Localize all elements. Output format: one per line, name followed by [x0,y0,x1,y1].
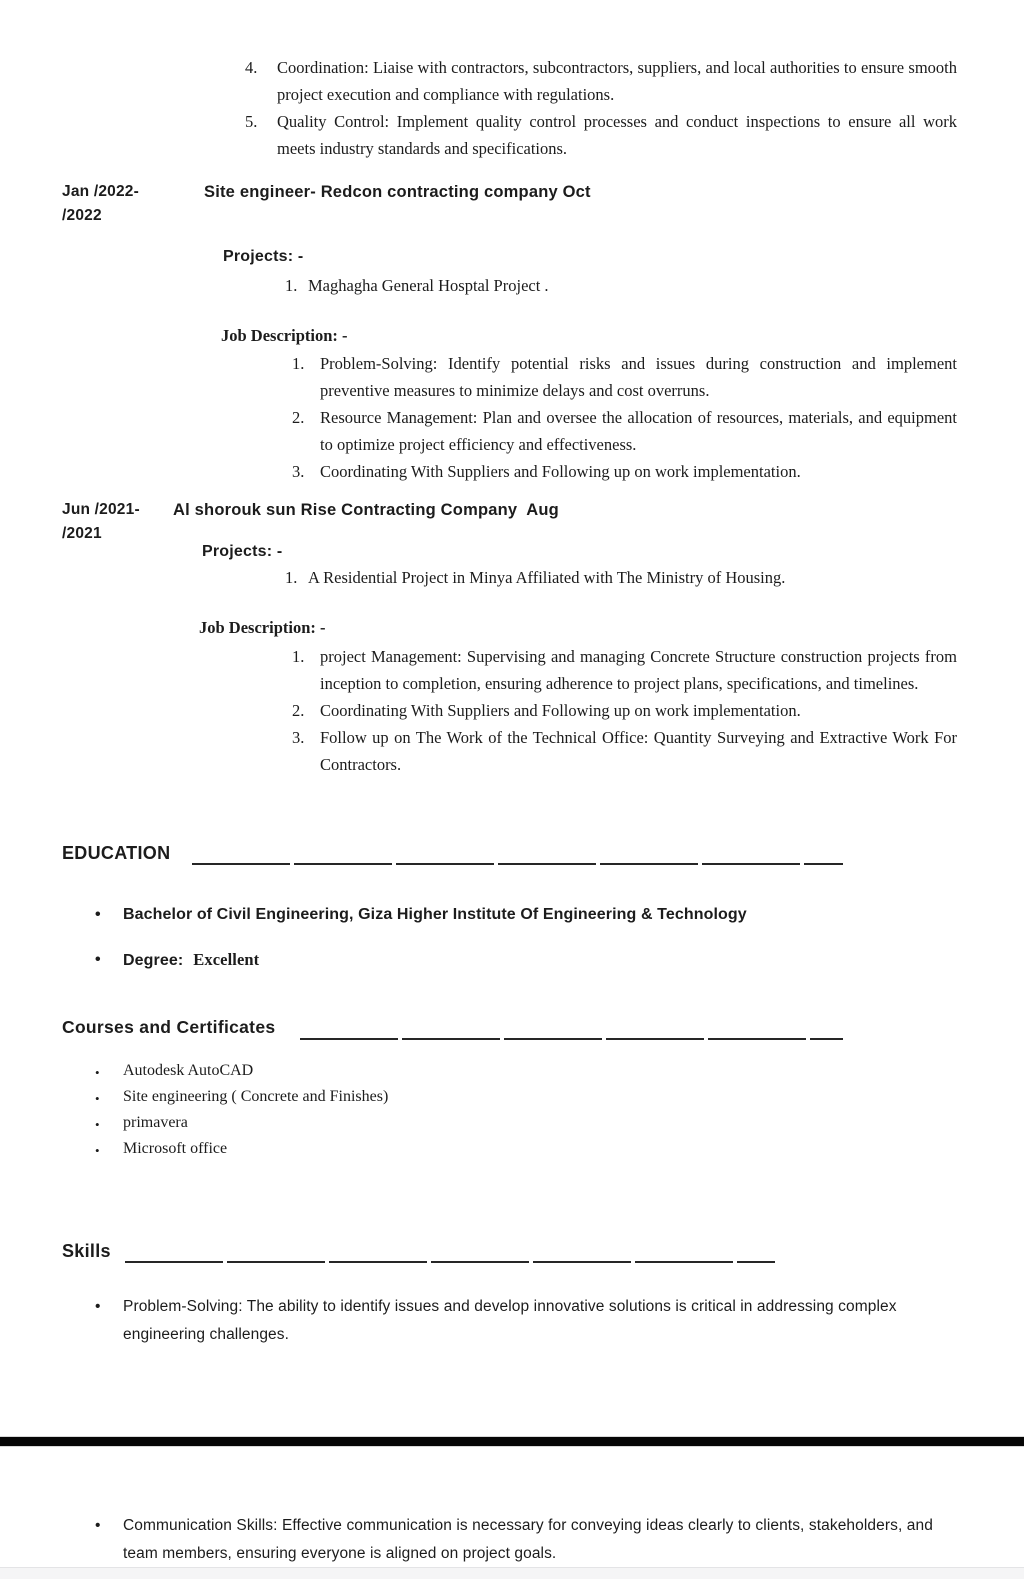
duty-text: Quality Control: Implement quality control processes and conduct inspections to ensure all work meets industry standards and specifications. [277,112,957,158]
project-text: Maghagha General Hosptal Project . [308,276,549,295]
course-item [95,1114,795,1140]
job-date-from: Jun /2021- [62,501,140,518]
skill-item [95,1512,943,1568]
duty-text: Resource Management: Plan and oversee the allocation of resources, materials, and equipment to optimize project efficiency and effectiveness. [320,408,957,454]
item-number: 2. [292,701,305,720]
item-number: 1. [285,276,298,295]
job-description-label: Job Description: - [199,618,326,637]
degree-grade [123,948,259,973]
duty-text: Problem-Solving: Identify potential risks and issues during construction and implement preventive measures to minimize delays and cost overruns. [320,354,957,400]
courses-list [95,1062,795,1166]
item-number: 1. [285,568,298,587]
bullet-icon: • [95,1298,101,1315]
bullet-icon: • [95,906,101,923]
bullet-icon: • [95,1117,100,1132]
duties-list [292,350,957,485]
course-text: Microsoft office [123,1140,228,1157]
duty-item [292,350,957,404]
bullet-icon: • [95,1517,101,1534]
duty-item [292,643,957,697]
section-title: Skills [62,1241,111,1261]
projects-label: Projects: - [223,248,304,265]
bottom-edge-strip [0,1567,1024,1579]
item-number: 3. [292,462,305,481]
heading-rule [300,1038,843,1040]
heading-rule [125,1261,775,1263]
item-number: 4. [245,58,258,77]
project-text: A Residential Project in Minya Affiliated with The Ministry of Housing. [308,568,786,587]
job-title: Al shorouk sun Rise Contracting Company Aug [173,501,559,519]
job-date-range [62,180,204,228]
education-degree-text: Bachelor of Civil Engineering, Giza Higher Institute Of Engineering & Technology [123,906,747,923]
degree-label: Degree: [123,952,184,969]
bullet-icon: • [95,951,101,968]
item-number: 1. [292,354,305,373]
duty-item [292,404,957,458]
item-number: 1. [292,647,305,666]
job-date-to: /2022 [62,207,102,224]
job-date-from: Jan /2022- [62,183,139,200]
job-header [62,498,957,546]
project-item [285,276,549,296]
bullet-icon: • [95,1065,100,1080]
skills-section-heading [62,1240,775,1266]
job-description-label: Job Description: - [221,326,348,345]
degree-value: Excellent [193,950,260,969]
section-title: EDUCATION [62,843,171,863]
section-title: Courses and Certificates [62,1017,276,1037]
bullet-icon: • [95,1091,100,1106]
job-date-to: /2021 [62,525,102,542]
bullet-icon: • [95,1143,100,1158]
courses-section-heading [62,1016,843,1042]
item-number: 2. [292,408,305,427]
duty-item [245,54,957,108]
duty-text: Coordinating With Suppliers and Following up on work implementation. [320,701,801,720]
page-break-bar [0,1436,1024,1447]
job-title: Site engineer- Redcon contracting company Oct [204,183,591,201]
duty-item [292,458,957,485]
projects-label: Projects: - [202,543,283,560]
project-item [285,568,785,588]
education-item [95,948,957,973]
duty-text: project Management: Supervising and managing Concrete Structure construction projects from inception to completion, ensuring adherence to project plans, specifications, and timelines. [320,647,957,693]
duty-item [292,697,957,724]
course-item [95,1062,795,1088]
skill-item [95,1293,903,1349]
heading-rule [192,863,843,865]
continued-duties-list [245,54,957,162]
course-text: primavera [123,1114,188,1131]
item-number: 3. [292,728,305,747]
education-section-heading [62,842,843,868]
duty-text: Coordinating With Suppliers and Following up on work implementation. [320,462,801,481]
education-item [95,903,957,927]
job-header [62,180,957,228]
duty-item [292,724,957,778]
duties-list [292,643,957,778]
course-item [95,1140,795,1166]
course-item [95,1088,795,1114]
duty-text: Coordination: Liaise with contractors, subcontractors, suppliers, and local authorities to ensure smooth project execution and compliance with regulations. [277,58,957,104]
course-text: Site engineering ( Concrete and Finishes) [123,1088,389,1105]
duty-text: Follow up on The Work of the Technical Office: Quantity Surveying and Extractive Work For Contractors. [320,728,957,774]
job-date-range [62,498,173,546]
duty-item [245,108,957,162]
course-text: Autodesk AutoCAD [123,1062,254,1079]
skill-text: Communication Skills: Effective communication is necessary for conveying ideas clearly to clients, stakeholders, and team members, ensuring everyone is aligned on project goals. [123,1517,933,1562]
item-number: 5. [245,112,258,131]
skill-text: Problem-Solving: The ability to identify issues and develop innovative solutions is critical in addressing complex engineering challenges. [123,1298,897,1343]
